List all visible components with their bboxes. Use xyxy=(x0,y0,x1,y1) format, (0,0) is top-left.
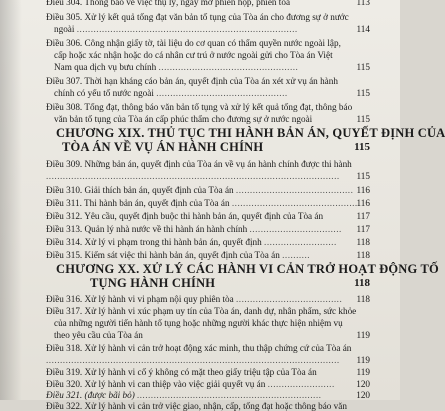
toc-entry: Điều 309. Những bản án, quyết định của Tòa án về vụ án hành chính được thi hành xyxy=(46,159,352,169)
toc-page-number: 115 xyxy=(356,62,370,72)
toc-page-number: 119 xyxy=(356,355,370,365)
page-shadow xyxy=(0,0,22,400)
toc-page-number: 113 xyxy=(356,0,370,7)
toc-entry-cont: ......................................................................................................... xyxy=(46,355,340,365)
chapter-page-number: 115 xyxy=(354,141,370,153)
toc-entry: Điều 304. Thông báo về việc thụ lý, ngày mở phiên họp, phiên tòa xyxy=(46,0,291,7)
toc-page-number: 118 xyxy=(356,237,370,247)
toc-entry: Điều 321. (được bãi bỏ) .................................................................. xyxy=(46,390,322,400)
toc-entry: Điều 311. Thi hành bản án, quyết định của Tòa án .............................................. xyxy=(46,198,361,208)
toc-entry: Điều 314. Xử lý vi phạm trong thi hành bản án, quyết định .......................... xyxy=(46,237,337,247)
toc-entry: Điều 319. Xử lý hành vi cố ý không có mặt theo giấy triệu tập của Tòa án xyxy=(46,367,317,377)
toc-entry-cont: cấp hoặc xác nhận hoặc do cá nhân cư trú ở nước ngoài gửi cho Tòa án Việt xyxy=(54,50,333,60)
toc-page-number: 119 xyxy=(356,367,370,377)
toc-page-number: 119 xyxy=(356,330,370,340)
chapter-page-number: 118 xyxy=(354,277,370,289)
toc-page-number: 118 xyxy=(356,250,370,260)
toc-entry-cont: ngoài ............................................................................... xyxy=(54,24,298,34)
toc-page-number: 118 xyxy=(356,294,370,304)
toc-entry-cont: ......................................................................................................... xyxy=(46,171,340,181)
toc-entry-cont: của những người tiến hành tố tụng hoặc những người khác thực hiện nhiệm vụ xyxy=(54,318,343,328)
chapter-heading-cont: TỤNG HÀNH CHÍNH xyxy=(90,276,216,290)
chapter-heading: CHƯƠNG XX. XỬ LÝ CÁC HÀNH VI CẢN TRỞ HOẠT ĐỘNG TỐ xyxy=(56,262,439,276)
toc-entry-cont: văn bản tố tụng của Tòa án cấp phúc thẩm cho đương sự ở nước ngoài xyxy=(54,114,313,124)
toc-entry: Điều 305. Xử lý kết quả tống đạt văn bản tố tụng của Tòa án cho đương sự ở nước xyxy=(46,12,349,22)
toc-entry: Điều 322. Xử lý hành vi cản trở việc giao, nhận, cấp, tống đạt hoặc thông báo văn xyxy=(46,401,347,411)
toc-entry: Điều 308. Tống đạt, thông báo văn bản tố tụng và xử lý kết quả tống đạt, thông báo xyxy=(46,102,353,112)
toc-entry: Điều 307. Thời hạn kháng cáo bản án, quyết định của Tòa án xét xử vụ án hành xyxy=(46,76,338,86)
toc-page-number: 115 xyxy=(356,171,370,181)
toc-page-number: 120 xyxy=(356,390,370,400)
toc-page-number: 120 xyxy=(356,379,370,389)
toc-entry: Điều 313. Quản lý nhà nước về thi hành án hành chính ................................. xyxy=(46,224,342,234)
toc-entry-cont: theo yêu cầu của Tòa án xyxy=(54,330,143,340)
toc-page-number: 115 xyxy=(356,114,370,124)
toc-page-number: 116 xyxy=(356,185,370,195)
toc-entry: Điều 318. Xử lý hành vi cản trở hoạt động xác minh, thu thập chứng cứ của Tòa án xyxy=(46,343,352,353)
toc-entry: Điều 310. Giải thích bản án, quyết định của Tòa án .......................................... xyxy=(46,185,354,195)
toc-entry: Điều 317. Xử lý hành vi xúc phạm uy tín của Tòa án, danh dự, nhân phẩm, sức khỏe xyxy=(46,306,357,316)
toc-entry-cont: Nam qua dịch vụ bưu chính .................................................. xyxy=(54,62,299,72)
toc-entry: Điều 315. Kiểm sát việc thi hành bản án, quyết định của Tòa án .......... xyxy=(46,250,311,260)
toc-entry: Điều 312. Yêu cầu, quyết định buộc thi hành bản án, quyết định của Tòa án xyxy=(46,211,324,221)
toc-page-number: 114 xyxy=(356,24,370,34)
toc-entry: Điều 320. Xử lý hành vi can thiệp vào việc giải quyết vụ án ........................ xyxy=(46,379,335,389)
toc-page-number: 115 xyxy=(356,88,370,98)
chapter-heading-cont: TÒA ÁN VỀ VỤ ÁN HÀNH CHÍNH xyxy=(62,140,264,154)
toc-entry-cont: chính có yếu tố nước ngoài ............................................... xyxy=(54,88,288,98)
chapter-heading: CHƯƠNG XIX. THỦ TỤC THI HÀNH BẢN ÁN, QUYẾT ĐỊNH CỦA xyxy=(56,126,445,140)
toc-entry: Điều 316. Xử lý hành vi vi phạm nội quy phiên tòa ...................................... xyxy=(46,294,343,304)
toc-page-number: 117 xyxy=(356,224,370,234)
toc-page-number: 117 xyxy=(356,211,370,221)
toc-entry: Điều 306. Công nhận giấy tờ, tài liệu do cơ quan có thẩm quyền nước ngoài lập, xyxy=(46,38,341,48)
toc-page-number: 116 xyxy=(356,198,370,208)
